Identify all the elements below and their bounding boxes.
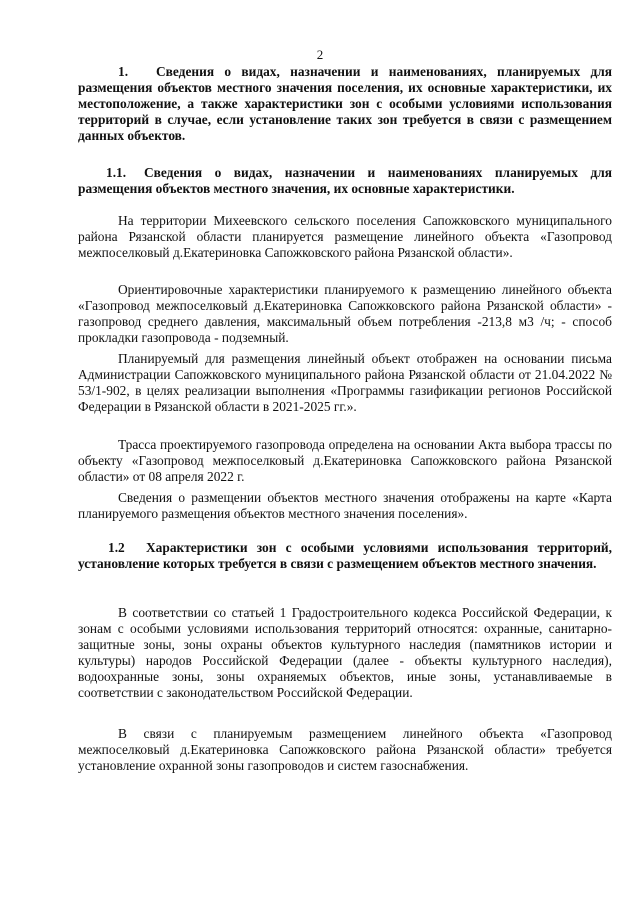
paragraph: Сведения о размещении объектов местного значения отображены на карте «Карта планируемого размещения объектов местного значения поселения».	[78, 490, 612, 521]
section-1-2-number: 1.2	[108, 540, 125, 555]
section-1-title: Сведения о видах, назначении и наименованиях, планируемых для размещения объектов местного значения поселения, их основные характеристики, их местоположение, а также характеристики зон с особыми условиями использования территорий в случае, если установление таких зон требуется в связи с размещением данных объектов.	[78, 64, 612, 143]
paragraph: Ориентировочные характеристики планируемого к размещению линейного объекта «Газопровод межпоселковый д.Екатериновка Сапожковского района Рязанской области» - газопровод среднего давления, максимальный объем потребления -213,8 м3 /ч; - способ прокладки газопровода - подземный.	[78, 282, 612, 345]
section-1-heading	[78, 64, 612, 144]
section-1-1-number: 1.1.	[106, 165, 127, 180]
paragraph: Трасса проектируемого газопровода определена на основании Акта выбора трассы по объекту «Газопровод межпоселковый д.Екатериновка Сапожковского района Рязанской области» от 08 апреля 2022 г.	[78, 437, 612, 484]
paragraph: В соответствии со статьей 1 Градостроительного кодекса Российской Федерации, к зонам с особыми условиями использования территорий относятся: охранные, санитарно-защитные зоны, зоны охраны объектов культурного наследия (памятников истории и культуры) народов Российской Федерации (далее - объекты культурного наследия), водоохранные зоны, зоны охраняемых объектов, иные зоны, устанавливаемые в соответствии с законодательством Российской Федерации.	[78, 605, 612, 700]
section-1-2-heading	[78, 540, 612, 572]
page-number: 2	[316, 47, 324, 62]
section-1-1-heading	[78, 165, 612, 197]
paragraph: На территории Михеевского сельского поселения Сапожковского муниципального района Рязанской области планируется размещение линейного объекта «Газопровод межпоселковый д.Екатериновка Сапожковского района Рязанской области».	[78, 213, 612, 260]
section-1-2-title: Характеристики зон с особыми условиями использования территорий, установление которых требуется в связи с размещением объектов местного значения.	[78, 540, 612, 571]
section-1-1-title: Сведения о видах, назначении и наименованиях планируемых для размещения объектов местного значения, их основные характеристики.	[78, 165, 612, 196]
paragraph: В связи с планируемым размещением линейного объекта «Газопровод межпоселковый д.Екатериновка Сапожковского района Рязанской области» требуется установление охранной зоны газопроводов и систем газоснабжения.	[78, 726, 612, 773]
section-1-number: 1.	[118, 64, 129, 79]
paragraph: Планируемый для размещения линейный объект отображен на основании письма Администрации Сапожковского муниципального района Рязанской области от 21.04.2022 № 53/1-902, в целях реализации выполнения «Программы газификации регионов Российской Федерации в Рязанской области в 2021-2025 гг.».	[78, 351, 612, 414]
